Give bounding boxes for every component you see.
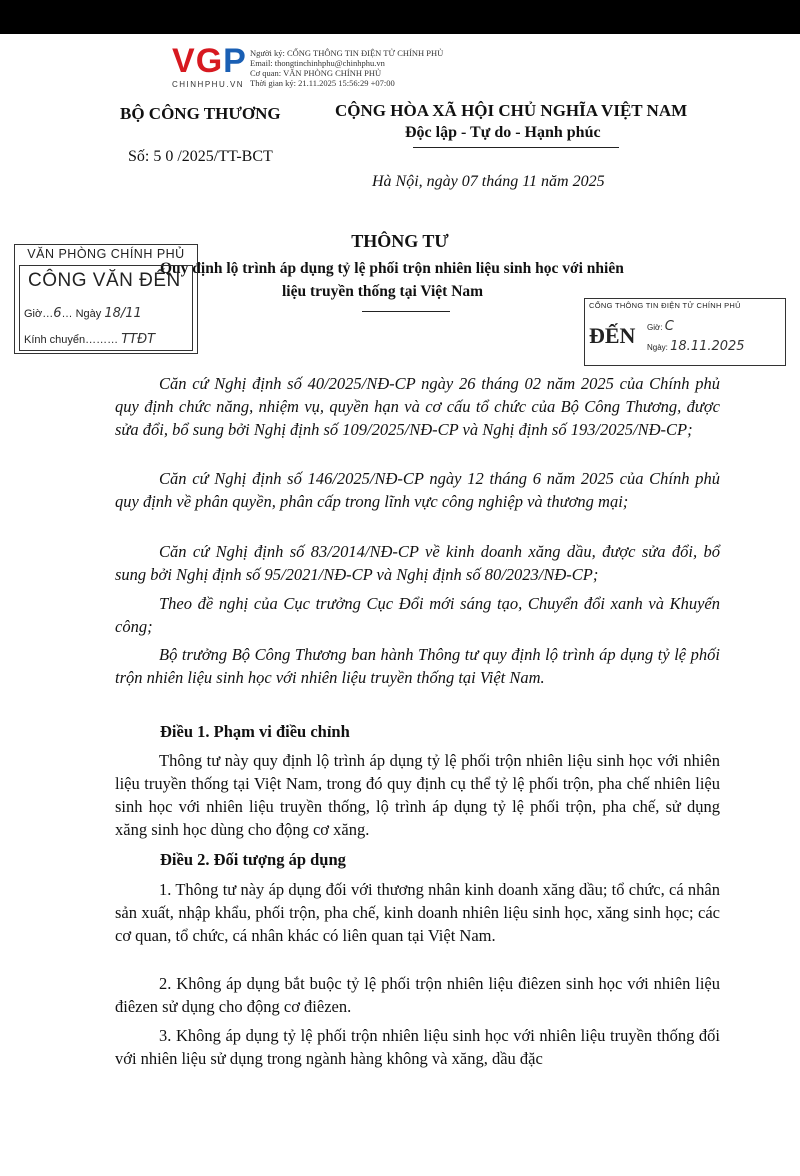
- subject-underline: [362, 311, 450, 312]
- stamp-agency: VĂN PHÒNG CHÍNH PHỦ: [27, 247, 185, 261]
- signature-email: Email: thongtinchinhphu@chinhphu.vn: [250, 58, 385, 68]
- article-1-text: Thông tư này quy định lộ trình áp dụng tỷ lệ phối trộn nhiên liệu sinh học với nhiên liệu truyền thống tại Việt Nam, trong đó quy định cụ thể tỷ lệ phối trộn, pha chế nhiên liệu sinh học với nhiên liệu truyền thống, lộ trình áp dụng tỷ lệ phối trộn, pha chế, sử dụng xăng sinh học dùng cho động cơ xăng.: [115, 751, 720, 839]
- stamp-time-row: Giờ…6… Ngày 18/11: [24, 306, 142, 321]
- preamble-paragraph: Theo đề nghị của Cục trưởng Cục Đổi mới sáng tạo, Chuyển đổi xanh và Khuyến công;: [115, 594, 720, 636]
- national-motto: Độc lập - Tự do - Hạnh phúc: [405, 124, 601, 141]
- document-title: THÔNG TƯ: [351, 231, 449, 251]
- portal-received-stamp: [584, 298, 786, 366]
- article-2-item: 1. Thông tư này áp dụng đối với thương nhân kinh doanh xăng dầu; tổ chức, cá nhân sản xuất, nhập khẩu, phối trộn, pha chế, kinh doanh nhiên liệu sinh học, xăng sinh học; các cơ quan, tổ chức, cá nhân khác có liên quan tại Việt Nam.: [115, 880, 720, 945]
- article-2-item: 2. Không áp dụng bắt buộc tỷ lệ phối trộn nhiên liệu điêzen sinh học với nhiên liệu điêzen sử dụng cho động cơ điêzen.: [115, 974, 720, 1016]
- article-1-heading: Điều 1. Phạm vi điều chỉnh: [160, 722, 350, 741]
- stamp-portal-hour: Giờ: C: [647, 319, 674, 334]
- stamp-portal-name: CỔNG THÔNG TIN ĐIỆN TỬ CHÍNH PHỦ: [589, 301, 741, 310]
- stamp-hour-value: 6: [53, 306, 62, 321]
- stamp-received-label: ĐẾN: [589, 323, 636, 348]
- signature-time: Thời gian ký: 21.11.2025 15:56:29 +07:00: [250, 78, 395, 88]
- document-subject-line2: liệu truyền thống tại Việt Nam: [282, 283, 484, 300]
- article-2-heading: Điều 2. Đối tượng áp dụng: [160, 850, 346, 869]
- preamble-paragraph: Bộ trưởng Bộ Công Thương ban hành Thông tư quy định lộ trình áp dụng tỷ lệ phối trộn nhiên liệu sinh học với nhiên liệu truyền thống tại Việt Nam.: [115, 645, 720, 687]
- vgp-logo-subtitle: CHINHPHU.VN: [172, 80, 245, 89]
- stamp-forward-row: Kính chuyển……… TTĐT: [24, 332, 156, 347]
- issuing-organization: BỘ CÔNG THƯƠNG: [120, 104, 281, 123]
- document-number: Số: 5 0 /2025/TT-BCT: [128, 148, 273, 165]
- document-subject-line1: Quy định lộ trình áp dụng tỷ lệ phối trộn nhiên liệu sinh học với nhiên: [160, 260, 624, 277]
- preamble-paragraph: Căn cứ Nghị định số 146/2025/NĐ-CP ngày 12 tháng 6 năm 2025 của Chính phủ quy định về phân quyền, phân cấp trong lĩnh vực công nghiệp và thương mại;: [115, 469, 720, 511]
- signature-signer: Người ký: CỔNG THÔNG TIN ĐIỆN TỬ CHÍNH PHỦ: [250, 48, 444, 58]
- vgp-logo: VGP: [172, 42, 247, 80]
- motto-underline: [413, 147, 619, 148]
- document-date: Hà Nội, ngày 07 tháng 11 năm 2025: [372, 173, 605, 190]
- stamp-portal-date: Ngày: 18.11.2025: [647, 339, 745, 354]
- stamp-date-value: 18/11: [104, 306, 142, 321]
- stamp-title: CÔNG VĂN ĐẾN: [28, 270, 181, 291]
- preamble-paragraph: Căn cứ Nghị định số 40/2025/NĐ-CP ngày 26 tháng 02 năm 2025 của Chính phủ quy định chức năng, nhiệm vụ, quyền hạn và cơ cấu tổ chức của Bộ Công Thương, được sửa đổi, bổ sung bởi Nghị định số 109/2025/NĐ-CP và Nghị định số 193/2025/NĐ-CP;: [115, 374, 720, 439]
- top-black-bar: [0, 0, 800, 34]
- digital-signature-info: [250, 48, 443, 88]
- preamble-paragraph: Căn cứ Nghị định số 83/2014/NĐ-CP về kinh doanh xăng dầu, được sửa đổi, bổ sung bởi Nghị định số 95/2021/NĐ-CP và Nghị định số 80/2023/NĐ-CP;: [115, 542, 720, 584]
- article-2-item: 3. Không áp dụng tỷ lệ phối trộn nhiên liệu sinh học với nhiên liệu truyền thống đối với nhiên liệu sử dụng trong ngành hàng không và xăng, dầu đặc: [115, 1026, 720, 1068]
- incoming-document-stamp: [14, 244, 198, 354]
- signature-agency: Cơ quan: VĂN PHÒNG CHÍNH PHỦ: [250, 68, 382, 78]
- national-title: CỘNG HÒA XÃ HỘI CHỦ NGHĨA VIỆT NAM: [335, 101, 688, 120]
- stamp-forward-value: TTĐT: [121, 332, 156, 347]
- stamp-inner-box: [19, 265, 193, 351]
